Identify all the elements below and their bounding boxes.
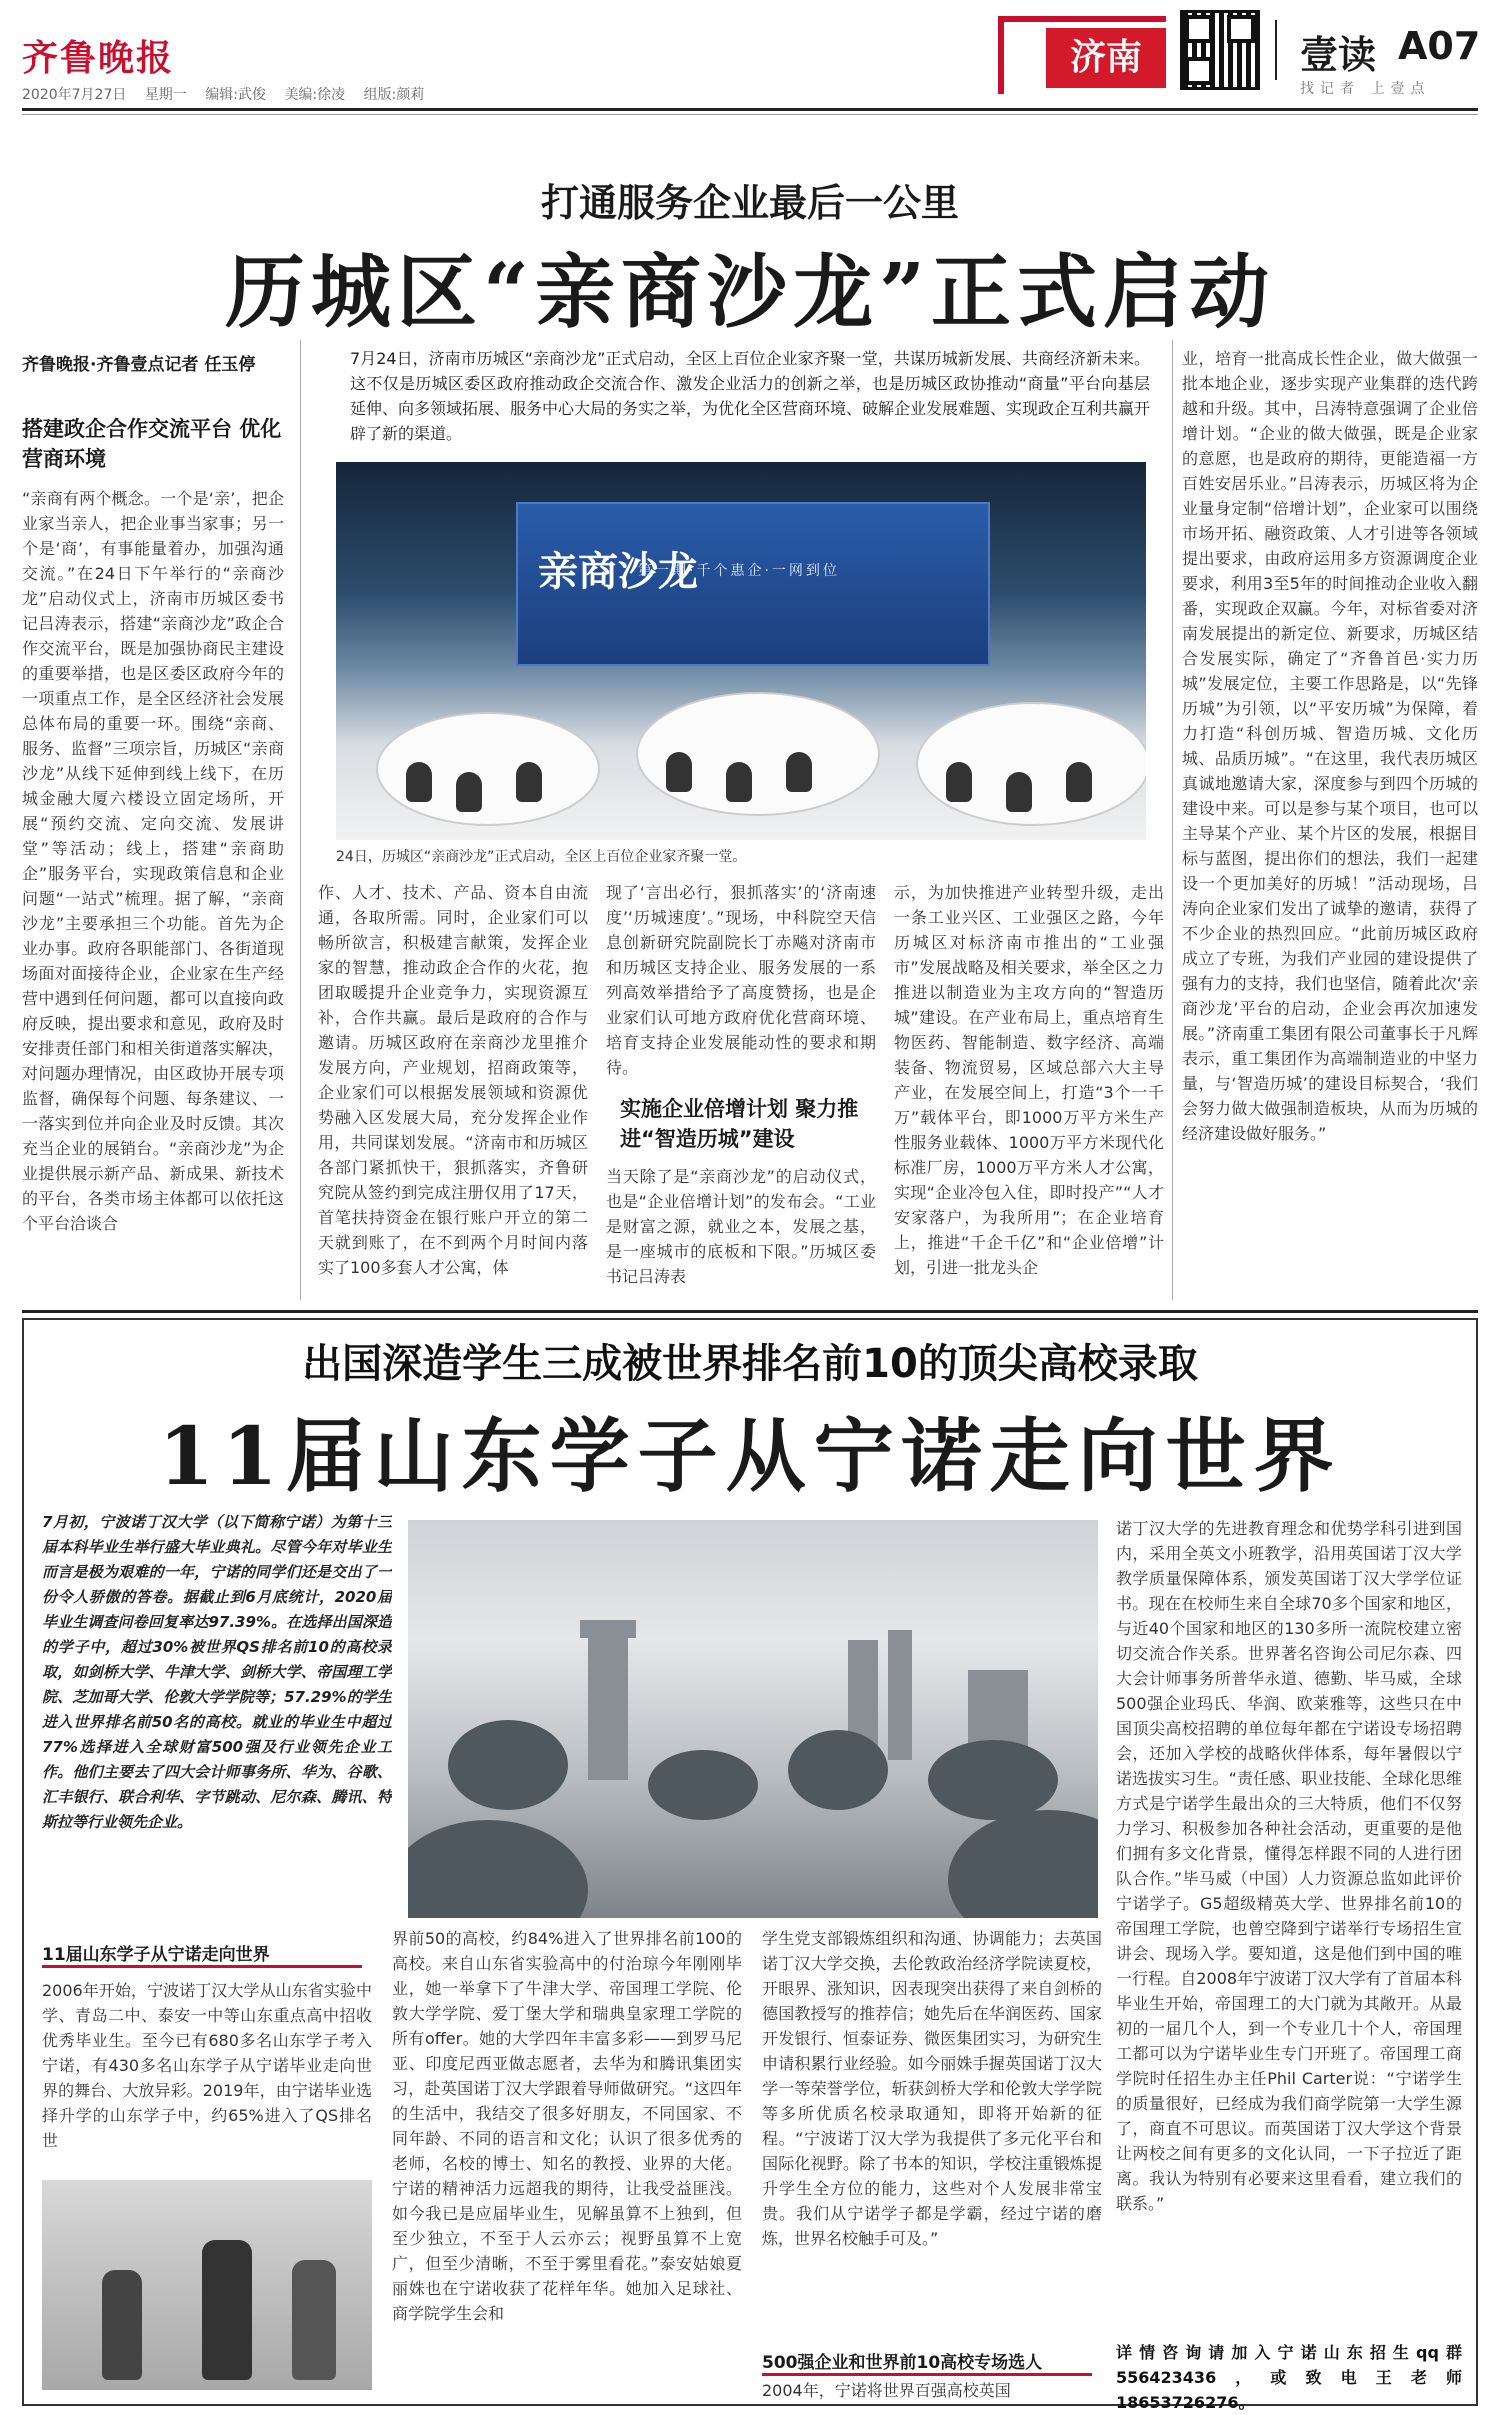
issue-weekday: 星期一 [144,87,187,103]
newspaper-logo: 齐鲁晚报 [22,37,175,79]
article2-column-2: 界前50的高校，约84%进入了世界排名前100的高校。来自山东省实验高中的付治琼今年刚刚毕业，她一举拿下了牛津大学、帝国理工学院、伦敦大学学院、爱丁堡大学和瑞典皇家理工学院的所有offer。她的大学四年丰富多彩——到罗马尼亚、印度尼西亚做志愿者，去华为和腾讯集团实习，赴英国诺丁汉大学跟着导师做研究。“这四年的生活中，我结交了很多好朋友，不同国家、不同年龄、不同的语言和文化；认识了很多优秀的老师，名校的博士、知名的教授、业界的大佬。宁诺的精神活力远超我的期待，让我受益匪浅。如今我已是应届毕业生，见解虽算不上独到，但至少独立，不至于人云亦云；视野虽算不上宽广，但至少清晰，不至于雾里看花。”泰安姑娘夏丽姝也在宁诺收获了花样年华。她加入足球社、商学院学生会和 [392,1929,742,2323]
qr-code-icon[interactable] [1180,10,1260,90]
article1-column-3: 现了‘言出必行，狠抓落实’的‘济南速度’‘历城速度’。”现场，中科院空天信息创新研究院副院长丁赤飚对济南市和历城区支持企业、服务发展的一系列高效举措给予了高度赞扬，也是企业家们认可地方政府优化营商环境、培育支持企业发展能动性的要求和期待。 [606,883,876,1077]
contact-info: 详情咨询请加入宁诺山东招生qq群556423436，或致电王老师18653726276。 [1116,2343,1462,2412]
article1-title: 历城区“亲商沙龙”正式启动 [224,245,1276,339]
page-number: A07 [1398,24,1481,68]
column-rule [300,340,301,1300]
issue-date: 2020年7月27日 [22,87,127,103]
campus-photo [408,1520,1098,1918]
stage-title: 亲商沙龙 [538,549,698,595]
masthead-rule [22,108,1478,111]
photo-caption: 24日，历城区“亲商沙龙”正式启动，全区上百位企业家齐聚一堂。 [336,849,747,865]
proof-credit: 组版:颜莉 [363,87,425,103]
stage-screen [516,502,990,666]
section-divider [22,1310,1478,1313]
article1-kicker: 打通服务企业最后一公里 [540,181,959,225]
article2-column-1: 2006年开始，宁波诺丁汉大学从山东省实验中学、青岛二中、泰安一中等山东重点高中招收优秀毕业生。至今已有680多名山东学子考入宁诺，有430多名山东学子从宁诺毕业走向世界的舞台、大放异彩。2019年，由宁诺毕业选择升学的山东学子中，约65%进入了QS排名世 [42,1981,372,2150]
article1-byline: 齐鲁晚报·齐鲁壹点记者 任玉停 [22,355,256,375]
article1-column-2: 作、人才、技术、产品、资本自由流通，各取所需。同时，企业家们可以畅所欲言，积极建言献策，发挥企业家的智慧，推动政企合作的火花，抱团取暖提升企业竞争力，实现资源互补，合作共赢。最后是政府的合作与邀请。历城区政府在亲商沙龙里推介发展方向，产业规划，招商政策等，企业家们可以根据发展领域和资源优势融入区发展大局，充分发挥企业作用，共同谋划发展。“济南市和历城区各部门紧抓快干，狠抓落实，齐鲁研究院从签约到完成注册仅用了17天，首笔扶持资金在银行账户开立的第二天就到账了，在不到两个月时间内落实了100多套人才公寓，体 [318,883,588,1277]
masthead-separator [1275,20,1277,80]
article2-subhead-2: 500强企业和世界前10高校专场选人 [762,2348,1092,2376]
article2-kicker: 出国深造学生三成被世界排名前10的顶尖高校录取 [302,1341,1198,1387]
article2-subhead-1: 11届山东学子从宁诺走向世界 [42,1940,362,1968]
article1-subhead-1: 搭建政企合作交流平台 优化营商环境 [22,417,282,471]
article1-subhead-2: 实施企业倍增计划 聚力推进“智造历城”建设 [620,1097,859,1151]
article2-column-4: 诺丁汉大学的先进教育理念和优势学科引进到国内，采用全英文小班教学，沿用英国诺丁汉大学教学质量保障体系，颁发英国诺丁汉大学学位证书。现在在校师生来自全球70多个国家和地区，与近40个国家和地区的130多所一流院校建立密切交流合作关系。世界著名咨询公司尼尔森、四大会计师事务所普华永道、德勤、毕马威，全球500强企业玛氏、华润、欧莱雅等，这些只在中国顶尖高校招聘的单位每年都在宁诺设专场招聘会，还加入学校的战略伙伴体系，每年暑假以宁诺选拔实习生。“责任感、职业技能、全球化思维方式是宁诺学生最出众的三大特质，他们不仅努力学习、积极参加各种社会活动，更重要的是他们拥有多文化背景，懂得怎样跟不同的人进行团队合作。”毕马威（中国）人力资源总监如此评价宁诺学子。G5超级精英大学、世界排名前10的帝国理工学院，也曾空降到宁诺举行专场招生宣讲会、现场入学。要知道，这是他们到中国的唯一行程。自2008年宁波诺丁汉大学有了首届本科毕业生开始，帝国理工的大门就为其敞开。从最初的一届几个人，到一个专业几十个人，帝国理工都可以为宁诺毕业生专门开班了。帝国理工商学院时任招生办主任Phil Carter说：“宁诺学生的质量很好，已经成为我们商学院第一大学生源了，商直不可思议。而英国诺丁汉大学这个背景让两校之间有更多的文化认同，一下子拉近了距离。我认为特别有必要来这里看看，建立我们的联系。” [1116,1519,1462,2213]
graduation-photo [42,2180,372,2390]
reporter-tag: 找记者 上壹点 [1300,81,1431,97]
event-photo [336,462,1146,840]
article2-title: 11届山东学子从宁诺走向世界 [158,1409,1342,1503]
article2-column-3: 学生党支部锻炼组织和沟通、协调能力；去英国诺丁汉大学交换，去伦敦政治经济学院读夏校，开眼界、涨知识，因表现突出获得了来自剑桥的德国教授写的推荐信；她先后在华润医药、国家开发银行、恒泰证券、微医集团实习，为研究生申请积累行业经验。如今丽姝手握英国诺丁汉大学一等荣誉学位，斩获剑桥大学和伦敦大学学院等多所优质名校录取通知，即将开始新的征程。“宁波诺丁汉大学为我提供了多元化平台和国际化视野。除了书本的知识，学校注重锻炼提升学生全方位的能力，这些对个人发展非常宝贵。我们从宁诺学子都是学霸，经过宁诺的磨炼，世界名校触手可及。” [762,1929,1102,2248]
masthead-rule-thin [22,114,1478,115]
article1-column-5: 业，培育一批高成长性企业，做大做强一批本地企业，逐步实现产业集群的迭代跨越和升级。其中，吕涛特意强调了企业倍增计划。“企业的做大做强，既是企业家的意愿，也是政府的期待，更能造福一方百姓安居乐业。”吕涛表示，历城区将为企业量身定制“倍增计划”，企业家可以围绕市场开拓、融资政策、人才引进等各领域提出要求，由政府运用多方资源调度企业要求，利用3至5年的时间推动企业收入翻番，实现政企双赢。今年，对标省委对济南发展提出的新定位、新要求，历城区结合发展实际，确定了“齐鲁首邑·实力历城”发展定位，主要工作思路是，以“先锋历城”为引领，以“平安历城”为保障，着力打造“科创历城、智造历城、文化历城、品质历城”。“在这里，我代表历城区真诚地邀请大家，深度参与到四个历城的建设中来。可以是参与某个项目，也可以主导某个产业、某个片区的发展，根据目标与蓝图，提出你们的想法，我们一起建设一个更加美好的历城！”活动现场，吕涛向企业家们发出了诚挚的邀请，获得了不少企业的热烈回应。“此前历城区政府成立了专班，为我们产业园的建设提供了强有力的支持，我们也坚信，随着此次‘亲商沙龙’平台的启动，企业会再次加速发展。”济南重工集团有限公司董事长于凡辉表示，重工集团作为高端制造业的中坚力量，与‘智造历城’的建设目标契合，‘我们会努力做大做强制造板块，从而为历城的经济建设做好服务。” [1182,349,1478,1143]
section-name: 壹读 [1300,33,1377,77]
issue-meta [22,84,438,104]
article1-column-3b: 当天除了是“亲商沙龙”的启动仪式，也是“企业倍增计划”的发布会。“工业是财富之源，就业之本，发展之基，是一座城市的底板和下限。”历城区委书记吕涛表 [606,1167,876,1286]
designer-credit: 美编:徐凌 [284,87,346,103]
column-rule [1172,340,1173,1300]
stage-subtitle: 第一期·千个惠企·一网到位 [638,563,840,579]
article1-column-4: 示，为加快推进产业转型升级，走出一条工业兴区、工业强区之路，今年历城区对标济南市推出的“工业强市”发展战略及相关要求，举全区之力推进以制造业为主攻方向的“智造历城”建设。在产业布局上，重点培育生物医药、智能制造、数字经济、高端装备、物流贸易，区域总部六大主导产业，在发展空间上，打造“3个一千万”载体平台，即1000万平方米生产性服务业载体、1000万平方米现代化标准厂房，1000万平方米人才公寓，实现“企业冷包入住，即时投产”“人才安家落户，为我所用”；在企业培育上，推进“千企千亿”和“企业倍增”计划，引进一批龙头企 [894,883,1164,1277]
article1-column-1: “亲商有两个概念。一个是‘亲’，把企业家当亲人，把企业事当家事；另一个是‘商’，有事能量着办，加强沟通交流。”在24日下午举行的“亲商沙龙”启动仪式上，济南市历城区委书记吕涛表示，搭建“亲商沙龙”政企合作交流平台，既是加强协商民主建设的重要举措，也是区委区政府今年的一项重点工作，是全区经济社会发展总体布局的重要一环。围绕“亲商、服务、监督”三项宗旨，历城区“亲商沙龙”从线下延伸到线上线下，在历城金融大厦六楼设立固定场所，开展“预约交流、定向交流、发展讲堂”等活动；线上，搭建“亲商助企”服务平台，实现政策信息和企业问题“一站式”梳理。据了解，“亲商沙龙”主要承担三个功能。首先为企业办事。政府各职能部门、各街道现场面对面接待企业，企业家在生产经营中遇到任何问题，都可以直接向政府反映，提出要求和意见，政府及时安排责任部门和相关街道落实解决，对问题办理情况，由区政协开展专项监督，确保每个问题、每条建议、一一落实到位并向企业及时反馈。其次充当企业的展销台。“亲商沙龙”为企业提供展示新产品、新成果、新技术的平台，各类市场主体都可以依托这个平台洽谈合 [22,489,284,1233]
city-badge [998,16,1166,94]
article2-column-3b: 2004年，宁诺将世界百强高校英国 [762,2381,1011,2400]
city-label: 济南 [1046,28,1166,88]
article1-lede: 7月24日，济南市历城区“亲商沙龙”正式启动，全区上百位企业家齐聚一堂，共谋历城新发展、共商经济新未来。这不仅是历城区委区政府推动政企交流合作、激发企业活力的创新之举，也是历城区政协推动“商量”平台向基层延伸、向多领域拓展、服务中心大局的务实之举，为优化全区营商环境、破解企业发展难题、实现政企互利共赢开辟了新的渠道。 [350,349,1151,443]
editor-credit: 编辑:武俊 [205,87,266,103]
article2-lede: 7月初，宁波诺丁汉大学（以下简称宁诺）为第十三届本科毕业生举行盛大毕业典礼。尽管今年对毕业生而言是极为艰难的一年，宁诺的同学们还是交出了一份令人骄傲的答卷。据截止到6月底统计，2020届毕业生调查问卷回复率达97.39%。在选择出国深造的学子中，超过30%被世界QS排名前10的高校录取，如剑桥大学、牛津大学、剑桥大学、帝国理工学院、芝加哥大学、伦敦大学学院等；57.29%的学生进入世界排名前50名的高校。就业的毕业生中超过77%选择进入全球财富500强及行业领先企业工作。他们主要去了四大会计师事务所、华为、谷歌、汇丰银行、联合利华、字节跳动、尼尔森、腾讯、特斯拉等行业领先企业。 [42,1513,392,1831]
